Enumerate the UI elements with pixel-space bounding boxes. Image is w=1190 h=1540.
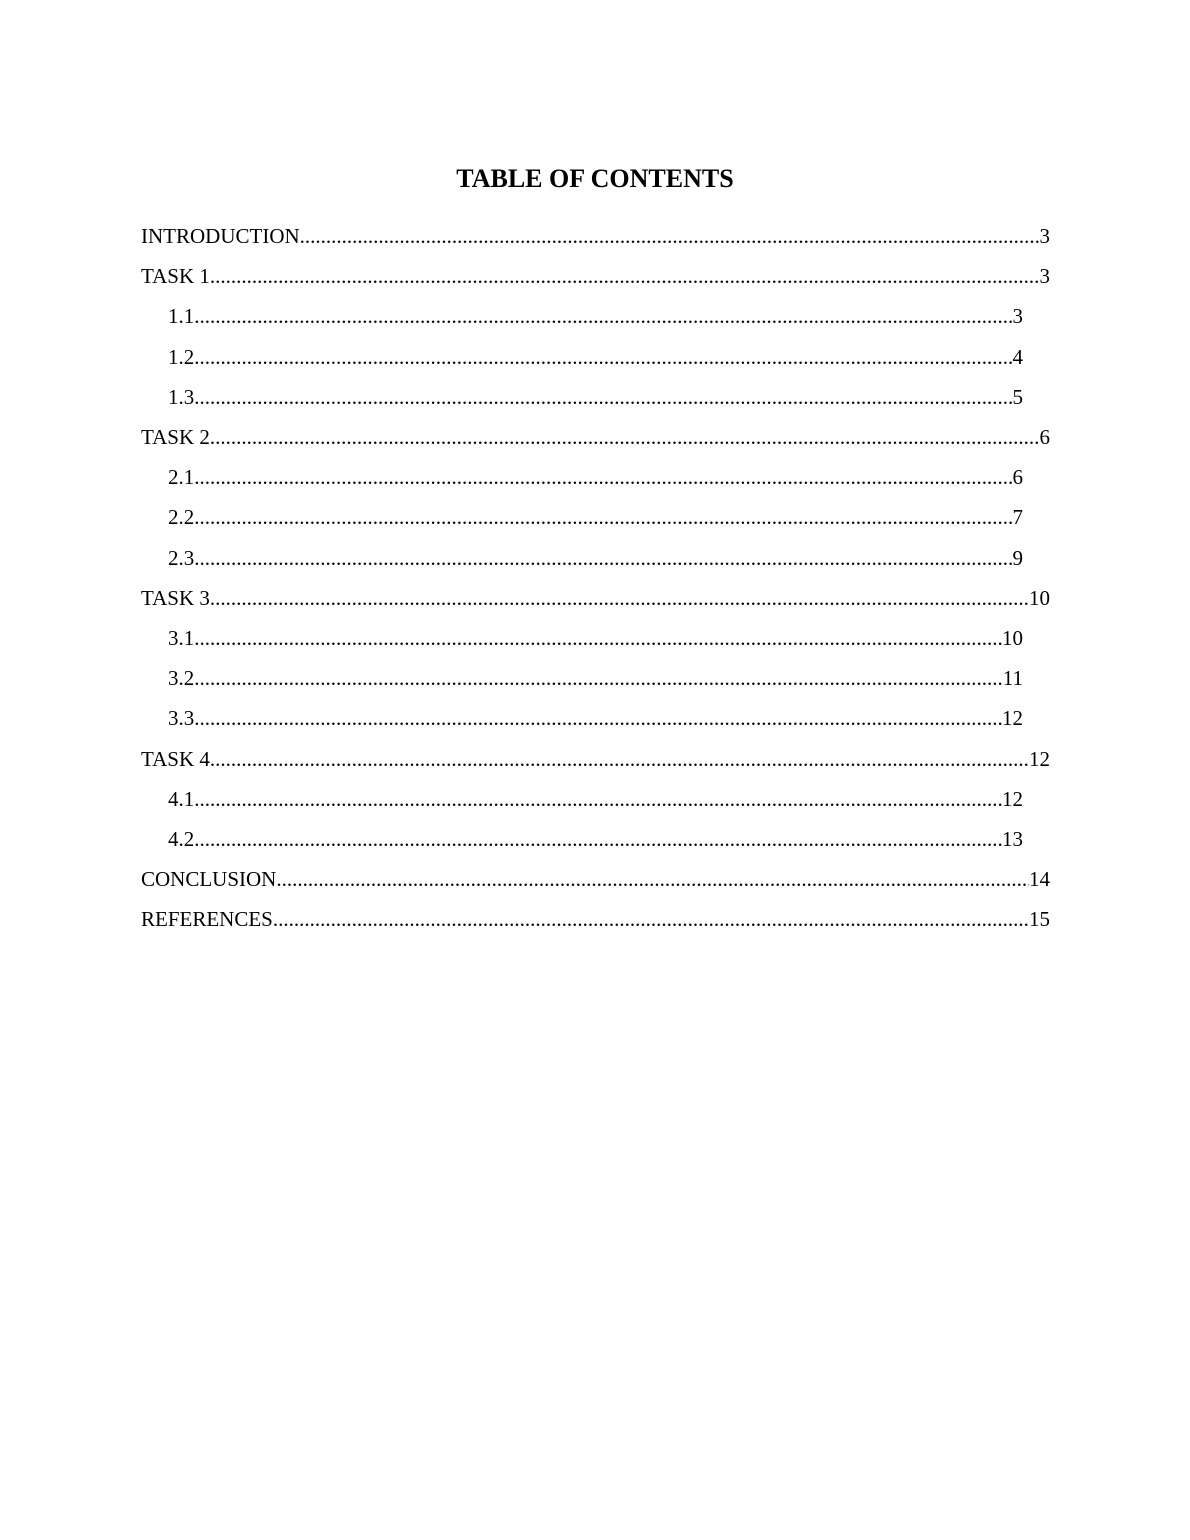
toc-entry-label: 1.1 xyxy=(168,304,195,329)
toc-entry-page-number: 13 xyxy=(1002,826,1023,851)
toc-entry[interactable] xyxy=(168,618,1023,658)
toc-list xyxy=(0,216,1190,939)
toc-entry-label: TASK 3 xyxy=(141,585,210,610)
toc-entry[interactable] xyxy=(168,658,1023,698)
toc-entry-page-number: 3 xyxy=(1012,304,1023,329)
toc-entry-page-number: 10 xyxy=(1002,625,1023,650)
toc-entry-page-number: 3 xyxy=(1039,264,1050,289)
toc-entry-label: 1.3 xyxy=(168,384,195,409)
toc-entry[interactable] xyxy=(141,417,1050,457)
toc-entry-label: 3.2 xyxy=(168,666,195,691)
toc-dot-leader xyxy=(194,497,1012,537)
toc-entry-label: 3.3 xyxy=(168,706,195,731)
toc-entry-label: TASK 1 xyxy=(141,264,210,289)
toc-entry-page-number: 12 xyxy=(1029,746,1050,771)
toc-entry-page-number: 6 xyxy=(1039,425,1050,450)
toc-entry-label: 3.1 xyxy=(168,625,195,650)
toc-entry-page-number: 15 xyxy=(1029,907,1050,932)
toc-entry[interactable] xyxy=(168,819,1023,859)
toc-dot-leader xyxy=(194,337,1012,377)
toc-dot-leader xyxy=(210,739,1029,779)
toc-dot-leader xyxy=(194,618,1002,658)
toc-entry-page-number: 9 xyxy=(1012,545,1023,570)
toc-entry-page-number: 4 xyxy=(1012,344,1023,369)
toc-entry-page-number: 14 xyxy=(1029,867,1050,892)
toc-entry[interactable] xyxy=(168,698,1023,738)
toc-entry-page-number: 10 xyxy=(1029,585,1050,610)
toc-entry-label: 2.1 xyxy=(168,465,195,490)
toc-dot-leader xyxy=(273,899,1029,939)
toc-entry[interactable] xyxy=(168,337,1023,377)
toc-dot-leader xyxy=(194,538,1012,578)
toc-entry-page-number: 6 xyxy=(1012,465,1023,490)
toc-dot-leader xyxy=(210,417,1040,457)
toc-entry[interactable] xyxy=(141,899,1050,939)
toc-dot-leader xyxy=(300,216,1040,256)
toc-entry-page-number: 12 xyxy=(1002,706,1023,731)
toc-entry[interactable] xyxy=(168,779,1023,819)
toc-entry[interactable] xyxy=(141,578,1050,618)
toc-entry-page-number: 7 xyxy=(1012,505,1023,530)
toc-entry[interactable] xyxy=(168,457,1023,497)
toc-entry-page-number: 12 xyxy=(1002,786,1023,811)
toc-entry-label: INTRODUCTION xyxy=(141,224,300,249)
toc-entry-page-number: 3 xyxy=(1039,224,1050,249)
toc-dot-leader xyxy=(194,658,1003,698)
toc-entry-page-number: 5 xyxy=(1012,384,1023,409)
toc-entry[interactable] xyxy=(168,538,1023,578)
toc-entry[interactable] xyxy=(168,296,1023,336)
toc-dot-leader xyxy=(194,457,1012,497)
toc-entry[interactable] xyxy=(168,497,1023,537)
toc-dot-leader xyxy=(194,779,1002,819)
toc-dot-leader xyxy=(276,859,1029,899)
toc-entry-label: CONCLUSION xyxy=(141,867,277,892)
toc-entry[interactable] xyxy=(141,738,1050,778)
toc-entry[interactable] xyxy=(141,216,1050,256)
toc-dot-leader xyxy=(210,578,1029,618)
toc-entry-label: REFERENCES xyxy=(141,907,273,932)
toc-entry-label: TASK 2 xyxy=(141,425,210,450)
toc-dot-leader xyxy=(210,256,1040,296)
toc-dot-leader xyxy=(194,819,1002,859)
toc-entry-label: 2.2 xyxy=(168,505,195,530)
toc-entry-label: 4.2 xyxy=(168,826,195,851)
toc-entry-label: 1.2 xyxy=(168,344,195,369)
toc-dot-leader xyxy=(194,296,1012,336)
toc-entry-label: 2.3 xyxy=(168,545,195,570)
toc-dot-leader xyxy=(194,377,1012,417)
toc-entry[interactable] xyxy=(141,859,1050,899)
toc-entry-label: TASK 4 xyxy=(141,746,210,771)
toc-title: TABLE OF CONTENTS xyxy=(456,164,734,193)
toc-entry-label: 4.1 xyxy=(168,786,195,811)
toc-entry[interactable] xyxy=(168,377,1023,417)
toc-entry-page-number: 11 xyxy=(1002,666,1023,691)
toc-dot-leader xyxy=(194,698,1002,738)
toc-entry[interactable] xyxy=(141,256,1050,296)
